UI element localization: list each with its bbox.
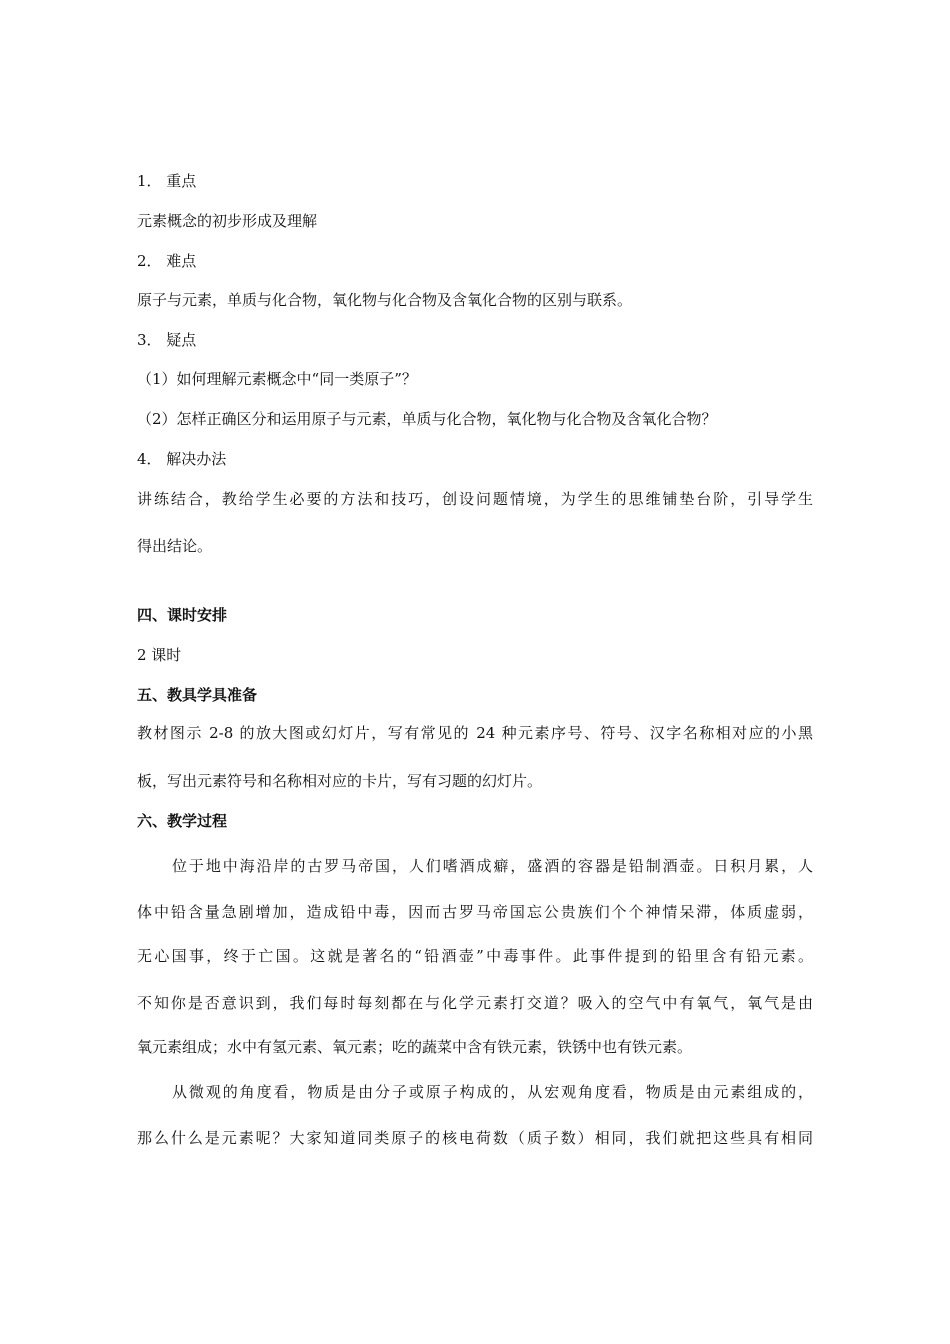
process-paragraph-2-line-1: 从微观的角度看，物质是由分子或原子构成的，从宏观角度看，物质是由元素组成的， <box>172 1083 813 1101</box>
tools-heading: 五、教具学具准备 <box>137 686 258 704</box>
process-paragraph-1-line-4: 不知你是否意识到，我们每时每刻都在与化学元素打交道？吸入的空气中有氧气，氧气是由 <box>137 994 813 1012</box>
schedule-heading: 四、课时安排 <box>137 606 228 624</box>
difficulty-text: 原子与元素，单质与化合物，氧化物与化合物及含氧化合物的区别与联系。 <box>137 291 633 309</box>
process-heading: 六、教学过程 <box>137 812 228 830</box>
focus-text: 元素概念的初步形成及理解 <box>137 212 318 230</box>
solution-text-line-1: 讲练结合，教给学生必要的方法和技巧，创设问题情境，为学生的思维铺垫台阶，引导学生 <box>137 490 813 508</box>
process-paragraph-1-line-1: 位于地中海沿岸的古罗马帝国，人们嗜酒成癖，盛酒的容器是铅制酒壶。日积月累，人 <box>172 857 813 875</box>
focus-heading: 1． 重点 <box>137 172 197 190</box>
schedule-text: 2 课时 <box>137 646 182 664</box>
process-paragraph-1-line-5: 氧元素组成；水中有氢元素、氧元素；吃的蔬菜中含有铁元素，铁锈中也有铁元素。 <box>137 1038 693 1056</box>
process-paragraph-1-line-3: 无心国事，终于亡国。这就是著名的“铅酒壶”中毒事件。此事件提到的铅里含有铅元素。 <box>137 947 813 965</box>
doubt-heading: 3． 疑点 <box>137 331 197 349</box>
doubt-question-2: （2）怎样正确区分和运用原子与元素，单质与化合物，氧化物与化合物及含氧化合物？ <box>137 410 717 428</box>
solution-heading: 4． 解决办法 <box>137 450 227 468</box>
process-paragraph-2-line-2: 那么什么是元素呢？大家知道同类原子的核电荷数（质子数）相同，我们就把这些具有相同 <box>137 1129 813 1147</box>
process-paragraph-1-line-2: 体中铅含量急剧增加，造成铅中毒，因而古罗马帝国忘公贵族们个个神情呆滞，体质虚弱， <box>137 903 813 921</box>
doubt-question-1: （1）如何理解元素概念中“同一类原子”？ <box>137 370 417 388</box>
tools-text-line-1: 教材图示 2-8 的放大图或幻灯片，写有常见的 24 种元素序号、符号、汉字名称相对应的小黑 <box>137 724 813 742</box>
difficulty-heading: 2． 难点 <box>137 252 197 270</box>
solution-text-line-2: 得出结论。 <box>137 537 213 555</box>
tools-text-line-2: 板，写出元素符号和名称相对应的卡片，写有习题的幻灯片。 <box>137 772 543 790</box>
